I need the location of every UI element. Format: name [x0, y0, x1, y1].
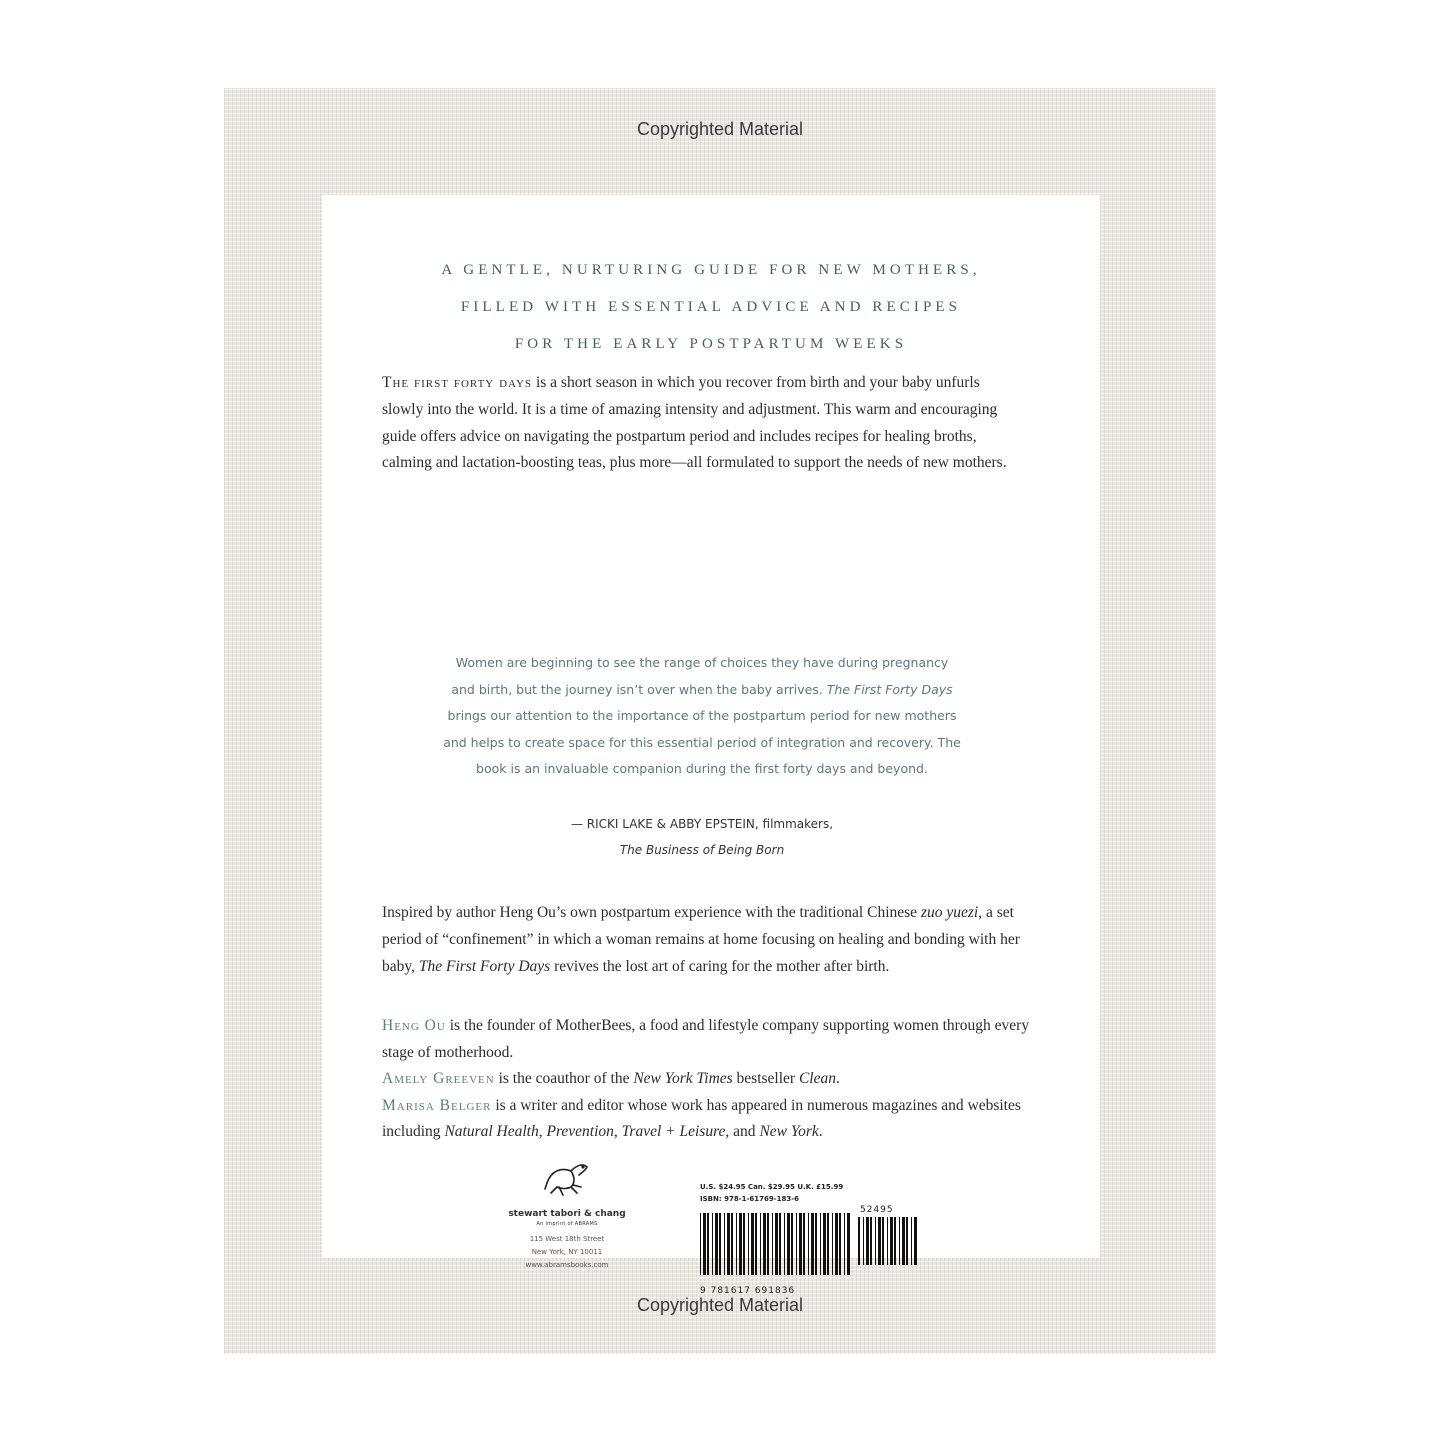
barcode-bar	[911, 1217, 912, 1265]
book-title-smallcaps: The first forty days	[382, 374, 533, 391]
barcode-bar	[700, 1213, 701, 1275]
inspired-paragraph	[382, 900, 1022, 980]
barcode-bar	[899, 1217, 900, 1265]
bio-text: bestseller	[732, 1070, 799, 1087]
quote-text: brings our attention to the importance of the postpartum period for new mothers and helps to create space for this essential period of integration and recovery. The book is an invaluable companion during the first forty days and beyond.	[443, 708, 961, 777]
dog-logo-icon	[541, 1153, 593, 1201]
barcode-graphic	[700, 1207, 940, 1285]
attribution-film	[442, 837, 962, 863]
barcode-bar	[784, 1213, 785, 1275]
intro-body: is a short season in which you recover from birth and your baby unfurls slowly into the world. It is a time of amazing intensity and adjustment. This warm and encouraging guide offers advice on navigating the postpartum period and includes recipes for healing broths, calming and lactation-boosting teas, plus more—all formulated to support the needs of new mothers.	[382, 374, 1007, 472]
isbn-label: ISBN: 978-1-61769-183-6	[700, 1195, 800, 1203]
barcode-bar	[791, 1213, 793, 1275]
barcode-bar	[870, 1217, 872, 1265]
author-name: Heng Ou	[382, 1017, 446, 1034]
inspired-book-title: The First Forty Days	[418, 957, 551, 975]
bio-italic: Clean	[798, 1070, 836, 1087]
barcode-bar	[906, 1217, 908, 1265]
text-panel	[322, 195, 1100, 1296]
barcode-bar	[796, 1213, 797, 1275]
bio-text: .	[818, 1123, 823, 1140]
tagline-line: FILLED WITH ESSENTIAL ADVICE AND RECIPES	[460, 299, 962, 315]
publisher-imprint: An imprint of ABRAMS	[536, 1221, 598, 1227]
bio-amely-greeven	[382, 1066, 1042, 1093]
barcode-bar	[902, 1217, 905, 1265]
publisher-address	[492, 1233, 642, 1272]
isbn-barcode	[700, 1213, 850, 1275]
bio-text: .	[836, 1070, 840, 1087]
barcode-bar	[775, 1213, 778, 1275]
bio-text: is the founder of MotherBees, a food and lifestyle company supporting women through every stage of motherhood.	[382, 1017, 1030, 1061]
barcode-bar	[878, 1217, 881, 1265]
barcode-bar	[760, 1213, 761, 1275]
barcode-bar	[808, 1213, 809, 1275]
barcode-bar	[719, 1213, 721, 1275]
publisher-block	[492, 1153, 642, 1272]
inspired-text: Inspired by author Heng Ou’s own postpartum experience with the traditional Chinese	[382, 904, 921, 921]
addon-number: 52495	[860, 1205, 894, 1215]
barcode-bar	[890, 1217, 893, 1265]
barcode-bar	[755, 1213, 757, 1275]
book-back-cover	[224, 88, 1216, 1354]
barcode-bar	[882, 1217, 884, 1265]
bio-text: is a writer and editor whose work has appeared in numerous magazines and websites including	[382, 1096, 1021, 1140]
price-line: U.S. $24.95 Can. $29.95 U.K. £15.99	[700, 1183, 844, 1191]
barcode-bar	[751, 1213, 754, 1275]
barcode-bar	[707, 1213, 709, 1275]
bio-heng-ou	[382, 1013, 1042, 1066]
publisher-name: stewart tabori & chang	[508, 1209, 626, 1219]
barcode-bar	[763, 1213, 766, 1275]
bio-text: is the coauthor of the	[494, 1070, 634, 1087]
barcode-bar	[739, 1213, 742, 1275]
magazine-name: Natural Health	[444, 1123, 539, 1140]
barcode-bar	[847, 1213, 850, 1275]
inspired-text: , a set period of “confinement” in which a woman remains at home focusing on healing and bonding with her baby,	[382, 904, 1020, 975]
barcode-bar	[820, 1213, 821, 1275]
inspired-term: zuo yuezi	[920, 904, 979, 921]
barcode-bar	[772, 1213, 773, 1275]
barcode-bar	[839, 1213, 841, 1275]
magazine-name: Travel + Leisure	[621, 1123, 726, 1140]
bio-italic: New York Times	[633, 1070, 733, 1087]
quote-book-title: The First Forty Days	[826, 681, 953, 697]
bio-text: ,	[538, 1123, 547, 1140]
barcode-bar	[811, 1213, 814, 1275]
barcode-bar	[767, 1213, 769, 1275]
bio-text: ,	[613, 1123, 622, 1140]
tagline-line: FOR THE EARLY POSTPARTUM WEEKS	[514, 336, 908, 352]
barcode-bar	[787, 1213, 790, 1275]
barcode-block	[700, 1181, 940, 1296]
magazine-name: Prevention	[546, 1123, 614, 1140]
attribution-names: — RICKI LAKE & ABBY EPSTEIN, filmmakers,	[570, 817, 834, 831]
barcode-bar	[835, 1213, 838, 1275]
barcode-bar	[894, 1217, 896, 1265]
barcode-bar	[914, 1217, 917, 1265]
barcode-bar	[727, 1213, 730, 1275]
barcode-bar	[736, 1213, 737, 1275]
film-title: The Business of Being Born	[619, 843, 785, 857]
barcode-bar	[715, 1213, 718, 1275]
barcode-bar	[731, 1213, 733, 1275]
quote-attribution	[442, 811, 962, 863]
barcode-bar	[875, 1217, 876, 1265]
barcode-bar	[724, 1213, 725, 1275]
bio-marisa-belger	[382, 1093, 1042, 1146]
tagline	[322, 252, 1100, 363]
inspired-text: revives the lost art of caring for the mother after birth.	[550, 957, 890, 975]
barcode-bar	[887, 1217, 888, 1265]
barcode-bar	[827, 1213, 829, 1275]
author-name: Marisa Belger	[382, 1096, 492, 1114]
barcode-bar	[779, 1213, 781, 1275]
isbn-digits: 9 781617 691836	[700, 1286, 796, 1296]
magazine-name: New York	[759, 1123, 819, 1140]
barcode-bar	[743, 1213, 745, 1275]
author-name: Amely Greeven	[382, 1070, 495, 1087]
endorsement-quote	[442, 650, 962, 783]
barcode-bar	[863, 1217, 864, 1265]
publisher-website: www.abramsbooks.com	[525, 1261, 609, 1269]
tagline-line: A GENTLE, NURTURING GUIDE FOR NEW MOTHERS,	[441, 262, 981, 278]
barcode-bar	[844, 1213, 845, 1275]
barcode-bar	[703, 1213, 706, 1275]
quote-text: Women are beginning to see the range of choices they have during pregnancy and birth, but the journey isn’t over when the baby arrives.	[451, 655, 949, 697]
address-line: 115 West 18th Street	[529, 1235, 605, 1243]
barcode-bar	[823, 1213, 826, 1275]
barcode-bar	[712, 1213, 713, 1275]
barcode-bar	[866, 1217, 869, 1265]
watermark-bottom: Copyrighted Material	[636, 1295, 804, 1315]
addon-barcode	[858, 1217, 918, 1265]
author-bios	[382, 1013, 1042, 1146]
address-line: New York, NY 10011	[531, 1248, 603, 1256]
barcode-bar	[799, 1213, 802, 1275]
bio-text: , and	[725, 1123, 760, 1140]
watermark-top: Copyrighted Material	[636, 119, 804, 139]
barcode-bar	[832, 1213, 833, 1275]
barcode-bar	[815, 1213, 817, 1275]
barcode-bar	[803, 1213, 805, 1275]
barcode-bar	[858, 1217, 860, 1265]
intro-paragraph	[382, 370, 1022, 477]
barcode-bar	[748, 1213, 749, 1275]
